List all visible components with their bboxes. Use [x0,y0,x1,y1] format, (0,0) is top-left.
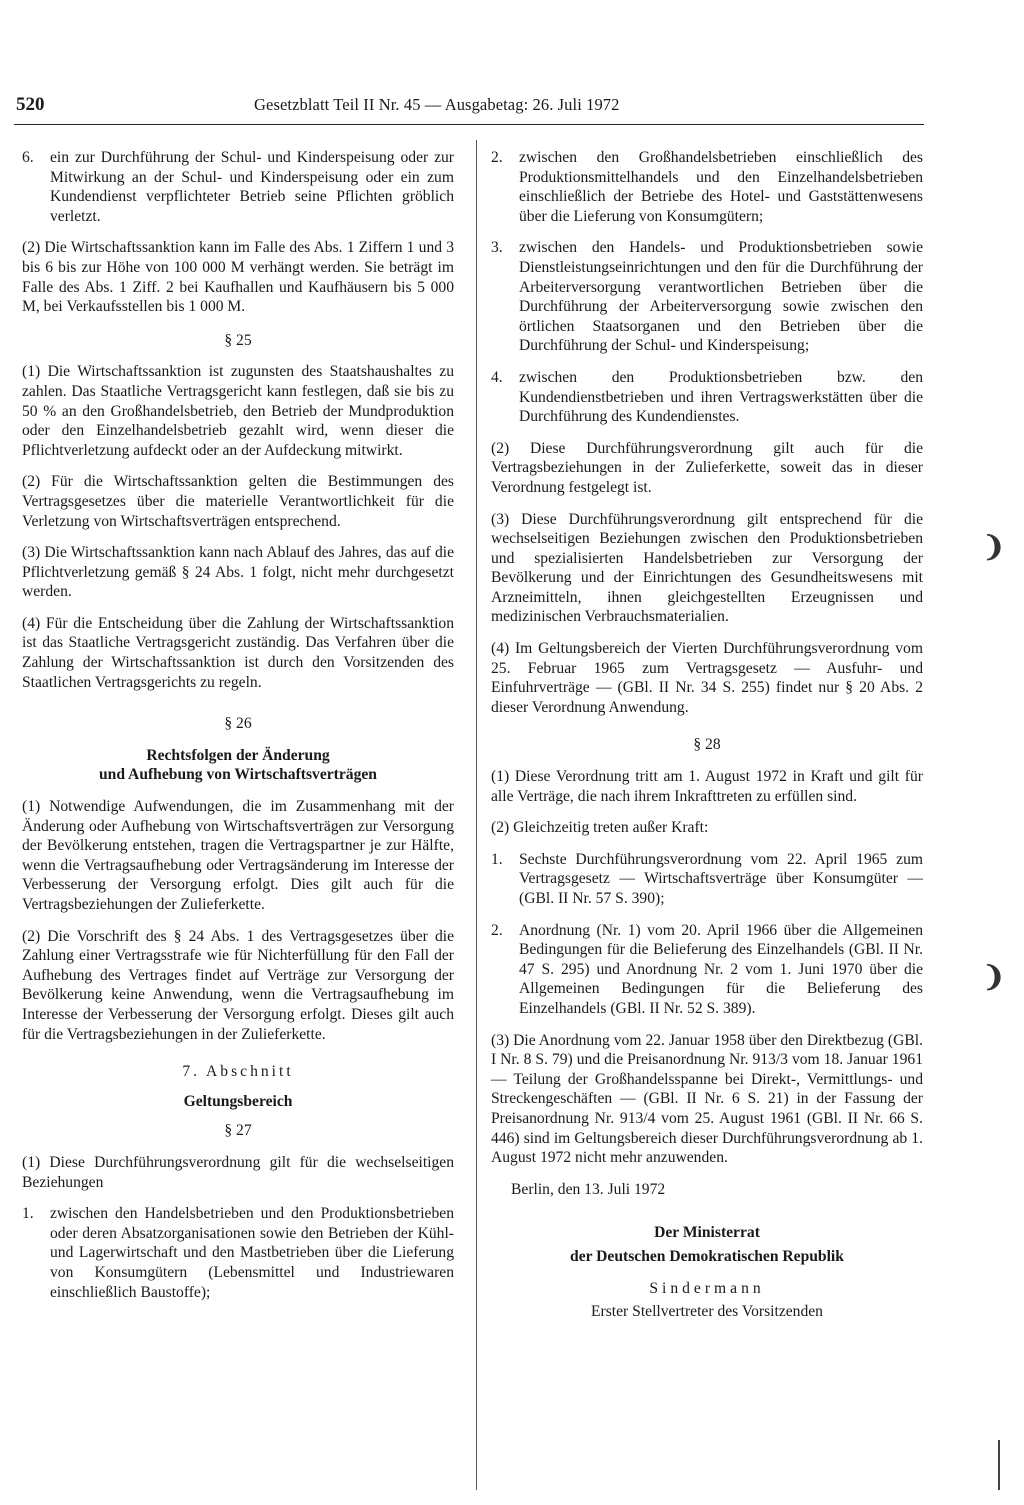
chapter-heading: 7. Abschnitt [182,1063,294,1081]
paragraph: (1) Diese Verordnung tritt am 1. August 1972 in Kraft und gilt für alle Verträge, die nach ihrem Inkrafttreten zu erfüllen sind. [491,768,923,805]
paragraph: (4) Für die Entscheidung über die Zahlung der Wirtschaftssanktion ist das Staatliche Vertragsgericht zuständig. Das Verfahren über die Zahlung der Wirtschaftssanktion ist durch den Vorsitzenden des Staatlichen Vertragsgerichts zu regeln. [22,614,454,691]
list-item [491,850,923,909]
paragraph: (3) Diese Durchführungsverordnung gilt entsprechend für die wechselseitigen Beziehungen zwischen den Produktionsbetrieben und spezialisierten Handelsbetrieben zur Versorgung der Bevölkerung und der Einrichtungen des Gesundheitswesens mit Arzneimitteln, ihnen gleichgestellten Erzeugnissen und medizinischen Verbrauchsmaterialien. [491,510,923,626]
place-date: Berlin, den 13. Juli 1972 [511,1180,666,1198]
item-number: 1. [22,1205,34,1223]
paragraph: (3) Die Anordnung vom 22. Januar 1958 über den Direktbezug (GBl. I Nr. 8 S. 79) und die Preisanordnung Nr. 913/3 vom 18. Januar 1961 — Teilung der Großhandelsspanne bei Direkt-, Vermittlungs- und Streckengeschäften — (GBl. II Nr. 6 S. 21) in der Fassung der Preisanordnung Nr. 913/4 vom 25. August 1961 (GBl. II Nr. 66 S. 446) sind im Geltungsbereich dieser Durchführungsverordnung ab 1. August 1972 nicht mehr anzuwenden. [491,1031,923,1167]
list-item [491,368,923,427]
paragraph: (2) Die Wirtschaftssanktion kann im Falle des Abs. 1 Ziffern 1 und 3 bis 6 bis zur Höhe von 100 000 M verhängt werden. Sie beträgt im Falle des Abs. 1 Ziff. 2 bei Kaufhallen und Kaufhäusern bis 5 000 M, bei Verkaufsstellen bis 1 000 M. [22,239,454,316]
item-text: zwischen den Handels- und Produktionsbetrieben sowie Dienstleistungseinrichtungen und den für die Durchführung der Arbeiterversorgung verantwortlichen Betrieben über die Durchführung der Arbeiterversorgung sowie zwischen den örtlichen Staatsorganen und den Betrieben über die Durchführung der Schul- und Kinderspeisung; [519,239,923,355]
paragraph: (3) Die Wirtschaftssanktion kann nach Ablauf des Jahres, das auf die Pflichtverletzung gemäß § 24 Abs. 1 folgt, nicht mehr durchgesetzt werden. [22,544,454,601]
paragraph: (1) Diese Durchführungsverordnung gilt für die wechselseitigen Beziehungen [22,1153,454,1191]
signature-block [491,1223,923,1321]
item-text: ein zur Durchführung der Schul- und Kinderspeisung oder zur Mitwirkung an der Schul- und Kinderspeisung oder ein zum Kundendienst verpflichteter Betrieb seine Pflichten gröblich verletzt. [50,149,454,225]
signatory-role: Erster Stellvertreter des Vorsitzenden [591,1303,823,1321]
paragraph: (1) Die Wirtschaftssanktion ist zugunsten des Staatshaushaltes zu zahlen. Das Staatliche Vertragsgericht kann festlegen, daß sie bis zu 50 % an den Großhandelsbetrieb, den Betrieb der Mundproduktion oder den Einzelhandelsbetrieb gezahlt wird, wenn dieser die Pflichtverletzung aufdeckt oder an der Aufdeckung mitwirkt. [22,363,454,459]
item-number: 3. [491,239,503,257]
list-item [491,921,923,1019]
item-text: zwischen den Handelsbetrieben und den Produktionsbetrieben oder deren Absatzorganisationen sowie den Betrieben der Kühl- und Lagerwirtschaft und den Mastbetrieben über die Lieferung von Konsumgütern (Lebensmittel und Industriewaren einschließlich Baustoffe); [50,1205,454,1301]
paragraph: (2) Für die Wirtschaftssanktion gelten die Bestimmungen des Vertragsgesetzes über die materielle Verantwortlichkeit für die Verletzung von Wirtschaftsverträgen entsprechend. [22,473,454,530]
item-text: zwischen den Produktionsbetrieben bzw. den Kundendienstbetrieben und ihren Vertragswerkstätten über die Durchführung des Kundendienstes. [519,368,923,426]
item-number: 1. [491,850,503,868]
paragraph: (1) Notwendige Aufwendungen, die im Zusammenhang mit der Änderung oder Aufhebung von Wirtschaftsverträgen zur Versorgung der Bevölkerung entstehen, tragen die Vertragspartner je zur Hälfte, wenn die Vertragsaufhebung oder Vertragsänderung im Interesse der Verbesserung der Versorgung erfolgt. Dies gilt auch für die Vertragsbeziehungen der Zulieferkette. [22,798,454,913]
list-item [22,1204,454,1302]
gazette-title: Gesetzblatt Teil II Nr. 45 — Ausgabetag: 26. Juli 1972 [254,95,620,114]
signatory-name: Sindermann [649,1279,765,1297]
item-text: zwischen den Großhandelsbetrieben einschließlich des Produktionsmittelhandels und den Einzelhandelsbetrieben einschließlich der Betriebe des Hotel- und Gaststättenwesens über die Lieferung von Konsumgütern; [519,149,923,225]
paragraph: (2) Gleichzeitig treten außer Kraft: [491,819,709,837]
section-subtitle: und Aufhebung von Wirtschaftsverträgen [99,766,377,784]
margin-mark-icon: ❩ [982,532,1006,563]
section-heading: § 26 [224,715,252,733]
paragraph: (2) Diese Durchführungsverordnung gilt auch für die Vertragsbeziehungen in der Zulieferkette, soweit das in dieser Verordnung festgelegt ist. [491,439,923,496]
item-text: Sechste Durchführungsverordnung vom 22. April 1965 zum Vertragsgesetz — Wirtschaftsverträge über Konsumgüter — (GBl. II Nr. 57 S. 390); [519,850,923,907]
section-heading: § 25 [224,331,252,349]
signatory-organisation: der Deutschen Demokratischen Republik [570,1247,844,1265]
list-item [491,238,923,356]
chapter-title: Geltungsbereich [183,1092,293,1110]
column-divider [476,140,477,1490]
left-column [22,148,454,1314]
list-item [22,148,454,226]
item-text: Anordnung (Nr. 1) vom 20. April 1966 über die Allgemeinen Bedingungen für die Belieferung des Einzelhandels (GBl. II Nr. 47 S. 295) und Anordnung Nr. 2 vom 1. Juni 1970 über die Allgemeinen Bedingungen für die Belieferung des Einzelhandels (GBl. II Nr. 52 S. 389). [519,921,923,1017]
paragraph: (2) Die Vorschrift des § 24 Abs. 1 des Vertragsgesetzes über die Zahlung einer Vertragsstrafe wie für Nichterfüllung für den Fall der Aufhebung des Vertrages findet auf Verträge zur Versorgung der Bevölkerung keine Anwendung, wenn die Vertragsaufhebung im Interesse der Verbesserung der Versorgung erfolgt. Dieses gilt auch für die Vertragsbeziehungen in der Zulieferkette. [22,927,454,1043]
section-subtitle: Rechtsfolgen der Änderung [146,746,330,764]
list-item [491,148,923,226]
item-number: 6. [22,149,34,166]
page-number: 520 [16,94,45,115]
paragraph: (4) Im Geltungsbereich der Vierten Durchführungsverordnung vom 25. Februar 1965 zum Vertragsgesetz — Ausfuhr- und Einfuhrverträge — (GBl. II Nr. 34 S. 255) findet nur § 20 Abs. 2 dieser Verordnung Anwendung. [491,640,923,716]
signatory-organisation: Der Ministerrat [654,1224,760,1242]
edge-mark [998,1440,1000,1490]
item-number: 4. [491,368,503,386]
page-header [14,94,924,125]
right-column [491,148,923,1326]
section-heading: § 27 [224,1122,252,1140]
section-heading: § 28 [693,736,721,754]
item-number: 2. [491,149,503,166]
item-number: 2. [491,921,503,939]
margin-mark-icon: ❩ [982,962,1006,993]
